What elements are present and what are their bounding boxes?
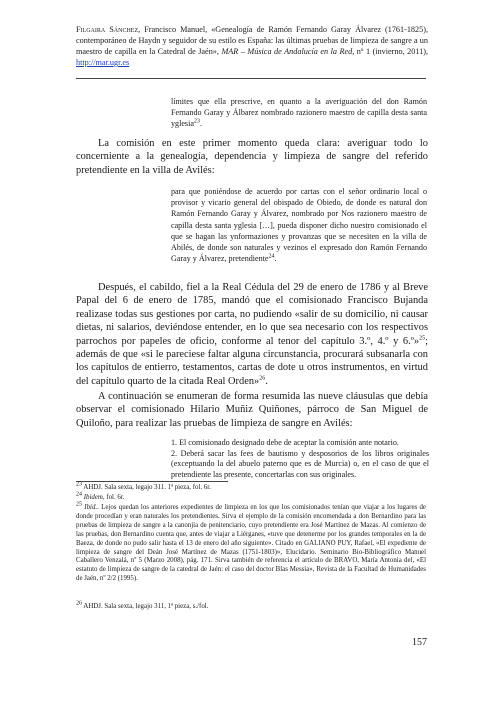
footnote-italic: Ibidem — [83, 494, 103, 501]
paragraph-2-text-b: ; además de que «si le pareciese faltar alguna circunstancia, procurará subsanarla con los capítulos de entierro, testamentos, cartas de dote u otros instrumentos, en virtud del capítulo quarto de la citada Real Orden» — [76, 335, 428, 387]
footnote-number: 24 — [76, 491, 82, 498]
footnote-25 — [76, 501, 426, 584]
footnote-number: 26 — [76, 600, 82, 607]
paragraph-1-text: La comisión en este primer momento queda clara: averiguar todo lo concerniente a la genealogía, dependencia y limpieza de sangre del referido pretendiente en la villa de Avilés: — [76, 138, 428, 176]
paragraph-2: Después, el cabildo, fiel a la Real Cédula del 29 de enero de 1786 y al Breve Papal del 6 de enero de 1785, mandó que el comisionado Francisco Bujanda realizase todas sus gestiones por carta, no pudiendo «salir de su domicilio, ni causar dietas, ni salarios, deviéndose entender, en lo que sea necesario con los respectivos parrochos por papeles de oficio, conforme al tenor del capítulo 3.º, 4.º y 6.º»$^{25}$; además de que «si le pareciese faltar alguna circunstancia, procurará subsanarla con los capítulos de entierro, testamentos, cartas de dote u otros instrumentos, en virtud del capítulo quarto de la citada Real Orden»$^{26}$. — [76, 282, 428, 387]
paragraph-2-text: Después, el cabildo, fiel a la Real Cédula del 29 de enero de 1786 y al Breve Papal del 6 de enero de 1785, mandó que el comisionado Francisco Bujanda realizase todas sus gestiones por carta, no pudiendo «salir de su domicilio, ni causar dietas, ni salarios, deviéndose entender, en lo que sea necesario con los respectivos parrochos por papeles de oficio, conforme al tenor del capítulo 3.º, 4.º y 6.º» — [76, 282, 428, 347]
header-url-link[interactable]: http://mar.ugr.es — [76, 58, 130, 67]
footnote-24 — [76, 491, 426, 503]
footnote-ref-23[interactable]: 23 — [193, 118, 200, 125]
footnote-ref-25[interactable]: 25 — [419, 335, 426, 342]
header-issue: , nº 1 (invierno, 2011), — [352, 47, 429, 56]
quote-1-text: límites que ella prescrive, en quanto a la averiguación del don Ramón Fernando Garay y Álbarez nombrado razionero maestro de capilla desta santa yglesia — [171, 97, 427, 129]
header-rule — [76, 78, 426, 79]
footnote-26 — [76, 600, 426, 612]
header-journal: MAR – Música de Andalucía en la Red — [221, 47, 353, 56]
footnote-italic: Ibíd. — [84, 504, 98, 511]
header-citation: , Francisco Manuel, «Genealogía de Ramón Fernando Garay Álvarez (1761-1825), contemporáneo de Haydn y seguidor de su estilo es España: las últimas pruebas de limpieza de sangre a un maestro de capilla en la Catedral de Jaén», — [76, 25, 428, 56]
footnote-23 — [76, 481, 426, 493]
page-number: 157 — [412, 637, 427, 648]
header-author: Filgaira Sánchez — [76, 25, 139, 34]
paragraph-3 — [76, 390, 428, 430]
footnote-ref-26[interactable]: 26 — [259, 375, 266, 382]
footnote-text: , fol. 6r. — [102, 494, 125, 501]
running-header — [76, 24, 428, 68]
clause-item: 2. Deberá sacar las fees de bautismo y desposorios de los libros originales (exceptuando la del abuelo paterno que es de Murcia) o, en el caso de que el pretendiente las presente, concertarlas con sus originales. — [171, 448, 429, 479]
clause-list — [171, 438, 429, 480]
footnote-text: . Lejos quedan los anteriores expedientes de limpieza en los que los comisionados tenían que viajar a los lugares de donde procedían y eran naturales los pretendientes. Sirva el ejemplo de la comisión encomendada a don Bernardino para las pruebas de limpieza de sangre a la canonjía de penitenciario, cuyo pretendiente era José Martínez de Mazas. Al comienzo de las pruebas, don Bernardino cuenta que, antes de viajar a Liérganes, «tuve que detenerme por los grandes temporales en la de Baeza, de donde no pudo salir hasta el 13 de enero del año siguiente». Citado en GALIANO PUY, Rafael, «El expediente de limpieza de sangre del Deán José Martínez de Mazas (1751-1803)», Elucidario. Seminario Bio-Bibliográfico Manuel Caballero Venzalá, nº 5 (Marzo 2008), pág. 171. Sirva también de referencia el artículo de BRAVO, María Antonia del, «El estatuto de limpieza de sangre de la catedral de Jaén: el caso del doctor Blas Messía», Revista de la Facultad de Humanidades de Jaén, nº 2/2 (1995). — [76, 504, 426, 583]
footnote-number: 23 — [76, 481, 82, 488]
footnote-text: AHDJ. Sala sexta, legajo 311, 1ª pieza, s./fol. — [83, 603, 209, 610]
footnote-number: 25 — [76, 501, 82, 508]
paragraph-1 — [76, 137, 428, 177]
quote-2-text: para que poniéndose de acuerdo por cartas con el señor ordinario local o provisor y vicario general del obispado de Obiedo, de donde es natural don Ramón Fernando Garay y Álvarez, nombrado por Nos razionero maestro de capilla desta santa yglesia […], pueda disponer dicho nuestro comisionado el que se hagan las ynformaziones y provanzas que se necesiten en la villa de Abilés, de donde son naturales y vezinos el expresado don Ramón Fernando Garay y Álvarez, pretendiente — [171, 187, 427, 264]
footnote-ref-24[interactable]: 24 — [268, 253, 275, 260]
block-quote-2: para que poniéndose de acuerdo por cartas con el señor ordinario local o provisor y vicario general del obispado de Obiedo, de donde es natural don Ramón Fernando Garay y Álvarez, nombrado por Nos razionero maestro de capilla desta santa yglesia […], pueda disponer dicho nuestro comisionado el que se hagan las ynformaziones y provanzas que se necesiten en la villa de Abilés, de donde son naturales y vezinos el expresado don Ramón Fernando Garay y Álvarez, pretendiente$^{24}$. — [171, 187, 427, 264]
block-quote-1: límites que ella prescrive, en quanto a la averiguación del don Ramón Fernando Garay y Álbarez nombrado razionero maestro de capilla desta santa yglesia$^{23}$. — [171, 97, 427, 129]
footnote-text: AHDJ. Sala sexta, legajo 311. 1ª pieza, fol. 6r. — [83, 484, 211, 491]
clause-item: 1. El comisionado designado debe de aceptar la comisión ante notario. — [171, 438, 399, 447]
paragraph-3-text: A continuación se enumeran de forma resumida las nueve cláusulas que debía observar el comisionado Hilario Muñiz Quiñones, párroco de San Miguel de Quiloño, para realizar las pruebas de limpieza de sangre en Avilés: — [76, 391, 428, 429]
footnote-rule — [76, 481, 228, 482]
